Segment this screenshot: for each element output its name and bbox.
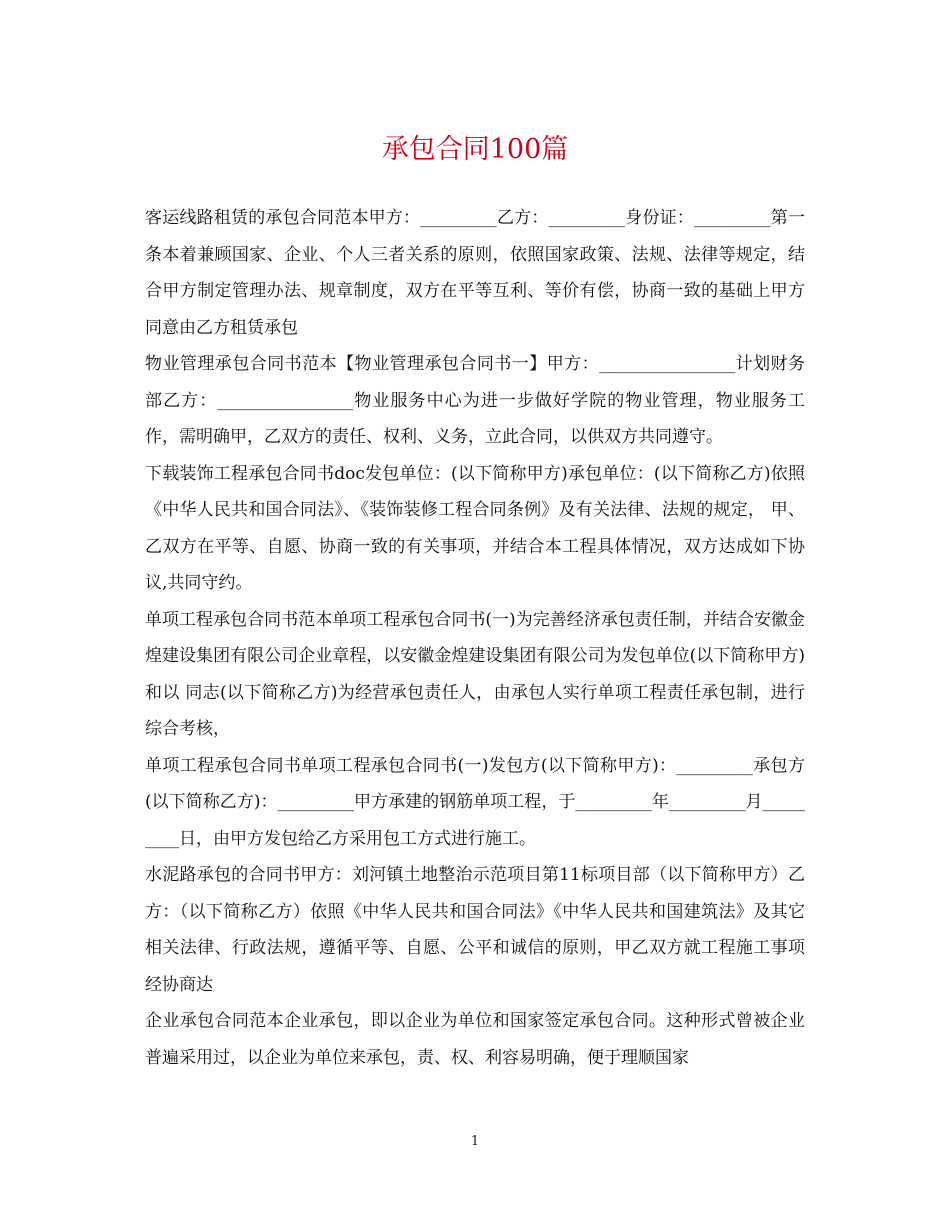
page-number: 1 <box>470 1134 480 1149</box>
paragraph-passenger-route-lease: 客运线路租赁的承包合同范本甲方：_________乙方：_________身份证：_________第一条本着兼顾国家、企业、个人三者关系的原则，依照国家政策、法规、法律等规定，结合甲方制定管理办法、规章制度，双方在平等互利、等价有偿，协商一致的基础上甲方同意由乙方租赁承包 <box>145 208 805 338</box>
paragraph-cement-road: 水泥路承包的合同书甲方：刘河镇土地整治示范项目第11标项目部（以下简称甲方）乙方：（以下简称乙方）依照《中华人民共和国合同法》《中华人民共和国建筑法》及其它相关法律、行政法规，遵循平等、自愿、公平和诚信的原则，甲乙双方就工程施工事项经协商达 <box>145 865 805 995</box>
document-body <box>145 200 805 1076</box>
paragraph-single-project-contract: 单项工程承包合同书单项工程承包合同书(一)发包方(以下简称甲方)：_________承包方(以下简称乙方)：_________甲方承建的钢筋单项工程，于_________年_________月_________日，由甲方发包给乙方采用包工方式进行施工。 <box>145 755 805 849</box>
paragraph-enterprise-contract: 企业承包合同范本企业承包，即以企业为单位和国家签定承包合同。这种形式曾被企业普遍采用过，以企业为单位来承包，责、权、利容易明确，便于理顺国家 <box>145 1011 805 1068</box>
paragraph-decoration-engineering: 下载装饰工程承包合同书doc发包单位：(以下简称甲方)承包单位：(以下简称乙方)依照《中华人民共和国合同法》、《装饰装修工程合同条例》及有关法律、法规的规定， 甲、乙双方在平等、自愿、协商一致的有关事项，并结合本工程具体情况，双方达成如下协议,共同守约。 <box>145 463 805 593</box>
paragraph-single-project-sample: 单项工程承包合同书范本单项工程承包合同书(一)为完善经济承包责任制，并结合安徽金煌建设集团有限公司企业章程，以安徽金煌建设集团有限公司为发包单位(以下简称甲方)和以 同志(以下简称乙方)为经营承包责任人，由承包人实行单项工程责任承包制，进行综合考核， <box>145 609 805 739</box>
document-title: 承包合同100篇 <box>381 134 569 165</box>
paragraph-property-management: 物业管理承包合同书范本【物业管理承包合同书一】甲方：________________计划财务部乙方：________________物业服务中心为进一步做好学院的物业管理，物业服务工作，需明确甲，乙双方的责任、权利、义务，立此合同，以供双方共同遵守。 <box>145 354 805 447</box>
